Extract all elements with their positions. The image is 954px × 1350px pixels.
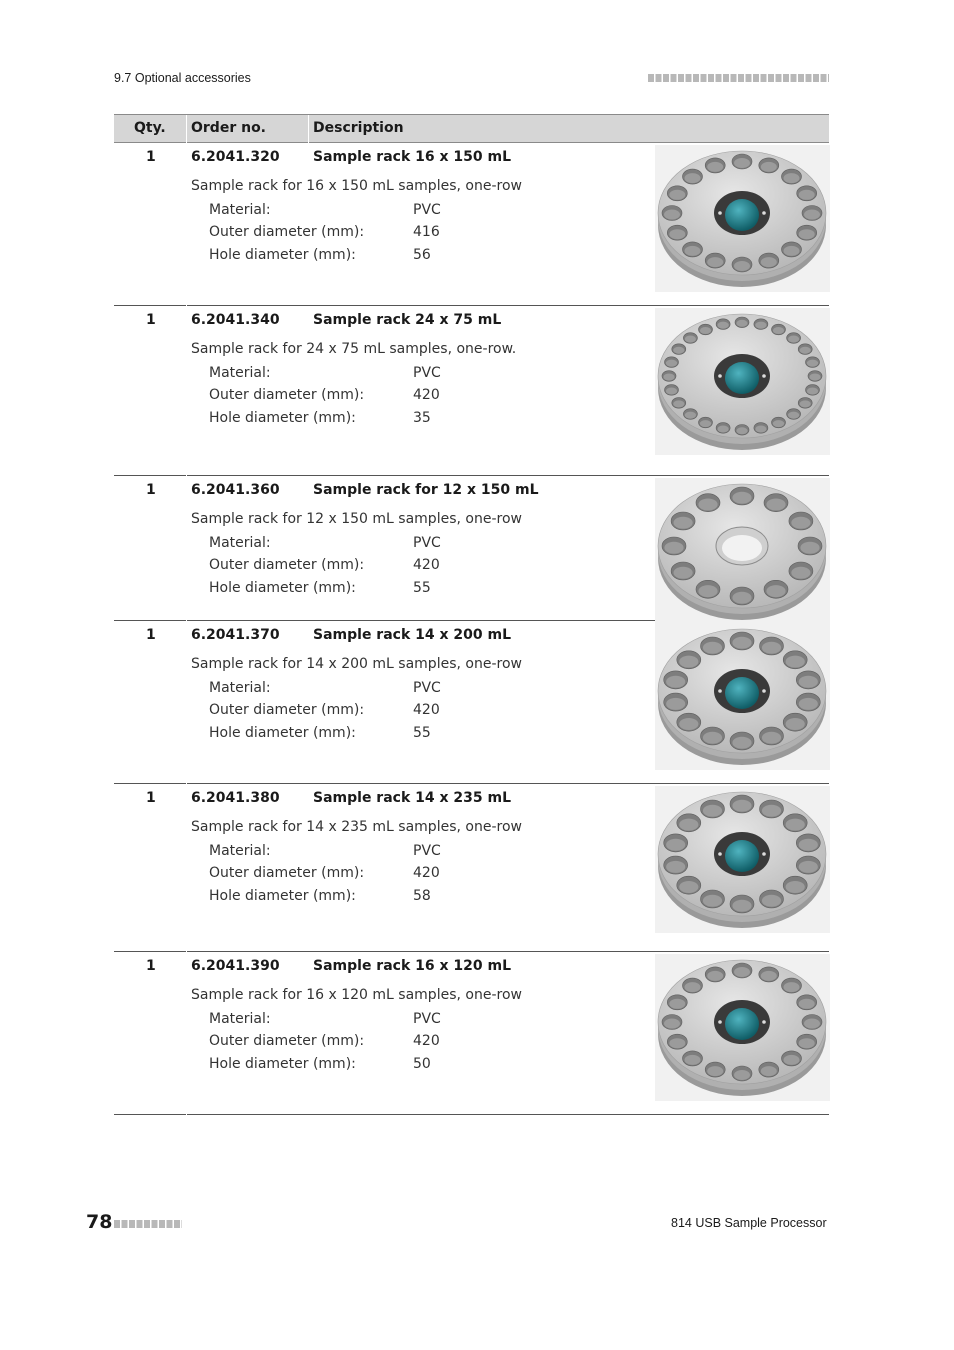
row-title: Sample rack 16 x 150 mL: [313, 149, 512, 165]
spec-label: Hole diameter (mm):: [209, 580, 356, 596]
spec-label: Hole diameter (mm):: [209, 247, 356, 263]
spec-value: 420: [413, 387, 440, 403]
row-title: Sample rack 14 x 235 mL: [313, 790, 512, 806]
spec-value: PVC: [413, 843, 441, 859]
row-qty: 1: [146, 790, 156, 806]
spec-value: 58: [413, 888, 431, 904]
spec-value: PVC: [413, 680, 441, 696]
table-row: [114, 621, 829, 784]
sample-rack-photo: [655, 954, 830, 1101]
sample-rack-photo: [655, 786, 830, 933]
spec-label: Material:: [209, 680, 271, 696]
row-order-no: 6.2041.390: [191, 958, 280, 974]
spec-label: Outer diameter (mm):: [209, 557, 365, 573]
product-image: [655, 954, 830, 1101]
row-title: Sample rack 16 x 120 mL: [313, 958, 512, 974]
spec-label: Hole diameter (mm):: [209, 725, 356, 741]
spec-label: Material:: [209, 843, 271, 859]
row-qty: 1: [146, 958, 156, 974]
row-qty: 1: [146, 482, 156, 498]
spec-label: Outer diameter (mm):: [209, 1033, 365, 1049]
row-qty: 1: [146, 149, 156, 165]
spec-value: PVC: [413, 202, 441, 218]
row-title: Sample rack 14 x 200 mL: [313, 627, 512, 643]
row-order-no: 6.2041.340: [191, 312, 280, 328]
spec-label: Hole diameter (mm):: [209, 888, 356, 904]
table-row: [114, 476, 829, 621]
spec-label: Outer diameter (mm):: [209, 865, 365, 881]
table-row: [114, 306, 829, 476]
table-row: [114, 952, 829, 1115]
spec-label: Hole diameter (mm):: [209, 1056, 356, 1072]
product-image: [655, 786, 830, 933]
spec-label: Hole diameter (mm):: [209, 410, 356, 426]
spec-label: Material:: [209, 365, 271, 381]
spec-value: PVC: [413, 1011, 441, 1027]
sample-rack-photo: [655, 478, 830, 625]
row-description: Sample rack for 16 x 120 mL samples, one-row: [191, 987, 522, 1003]
row-order-no: 6.2041.320: [191, 149, 280, 165]
spec-value: 55: [413, 725, 431, 741]
footer-decoration: [114, 1220, 182, 1228]
spec-value: PVC: [413, 365, 441, 381]
row-description: Sample rack for 16 x 150 mL samples, one-row: [191, 178, 522, 194]
table-row: [114, 784, 829, 952]
row-description: Sample rack for 24 x 75 mL samples, one-row.: [191, 341, 517, 357]
row-qty: 1: [146, 312, 156, 328]
table-header: [114, 114, 829, 143]
row-description: Sample rack for 14 x 235 mL samples, one-row: [191, 819, 522, 835]
spec-value: 420: [413, 702, 440, 718]
spec-value: PVC: [413, 535, 441, 551]
row-order-no: 6.2041.380: [191, 790, 280, 806]
product-name: 814 USB Sample Processor: [671, 1216, 827, 1230]
row-qty: 1: [146, 627, 156, 643]
row-title: Sample rack 24 x 75 mL: [313, 312, 502, 328]
spec-label: Material:: [209, 535, 271, 551]
spec-value: 420: [413, 1033, 440, 1049]
page-number: 78: [86, 1211, 113, 1233]
sample-rack-photo: [655, 308, 830, 455]
spec-value: 35: [413, 410, 431, 426]
spec-label: Outer diameter (mm):: [209, 224, 365, 240]
spec-value: 56: [413, 247, 431, 263]
spec-label: Outer diameter (mm):: [209, 387, 365, 403]
header-decoration: [648, 74, 829, 82]
spec-label: Material:: [209, 1011, 271, 1027]
row-order-no: 6.2041.360: [191, 482, 280, 498]
table-row: [114, 143, 829, 306]
row-description: Sample rack for 14 x 200 mL samples, one-row: [191, 656, 522, 672]
header-order-no: Order no.: [191, 120, 267, 136]
product-image: [655, 308, 830, 455]
spec-label: Outer diameter (mm):: [209, 702, 365, 718]
sample-rack-photo: [655, 623, 830, 770]
spec-value: 420: [413, 865, 440, 881]
product-image: [655, 145, 830, 292]
spec-value: 55: [413, 580, 431, 596]
spec-value: 420: [413, 557, 440, 573]
section-title: 9.7 Optional accessories: [114, 71, 251, 85]
product-image: [655, 623, 830, 770]
sample-rack-photo: [655, 145, 830, 292]
spec-label: Material:: [209, 202, 271, 218]
spec-value: 50: [413, 1056, 431, 1072]
spec-value: 416: [413, 224, 440, 240]
row-order-no: 6.2041.370: [191, 627, 280, 643]
header-qty: Qty.: [134, 120, 166, 136]
header-description: Description: [313, 120, 404, 136]
product-image: [655, 478, 830, 625]
row-description: Sample rack for 12 x 150 mL samples, one-row: [191, 511, 522, 527]
row-title: Sample rack for 12 x 150 mL: [313, 482, 539, 498]
